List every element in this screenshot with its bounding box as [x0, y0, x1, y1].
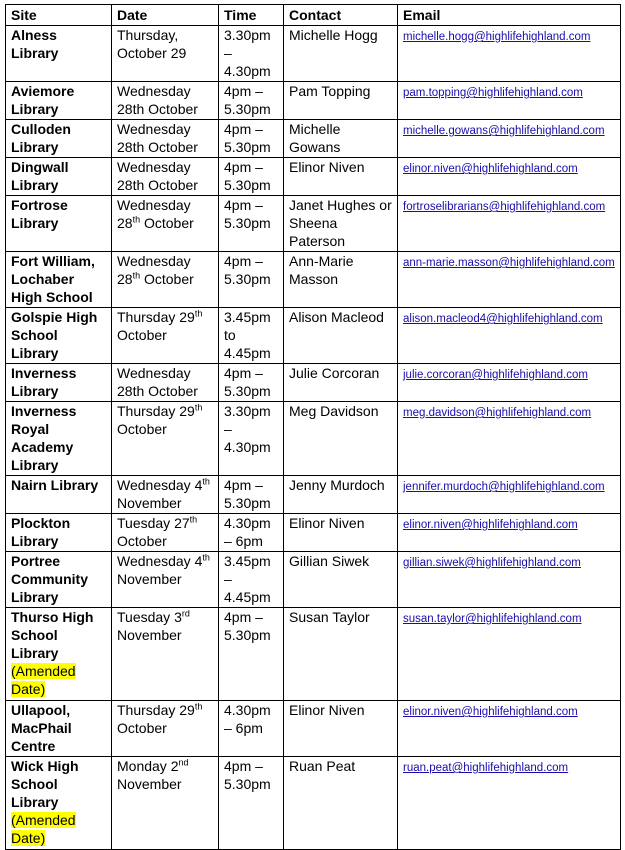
cell-contact: Ann-Marie Masson — [284, 252, 398, 308]
email-link[interactable]: meg.davidson@highlifehighland.com — [403, 407, 592, 419]
site-name: Thurso High School Library — [11, 609, 94, 661]
date-month: November — [117, 495, 182, 511]
site-name: Alness Library — [11, 27, 59, 61]
table-row — [6, 82, 621, 120]
date-ordinal-suffix: th — [132, 214, 141, 225]
table-row — [6, 364, 621, 402]
cell-contact: Elinor Niven — [284, 701, 398, 757]
date-ordinal-suffix: th — [194, 701, 203, 712]
cell-contact: Julie Corcoran — [284, 364, 398, 402]
cell-time: 3.30pm – 4.30pm — [219, 402, 284, 476]
date-text: Wednesday 28 — [117, 197, 191, 231]
cell-date — [112, 608, 219, 701]
cell-site — [6, 252, 112, 308]
cell-email — [398, 252, 621, 308]
date-text: Wednesday 28th October — [117, 159, 198, 193]
table-row — [6, 402, 621, 476]
cell-email — [398, 158, 621, 196]
date-month: October — [140, 215, 194, 231]
cell-email — [398, 552, 621, 608]
cell-date — [112, 514, 219, 552]
cell-contact: Gillian Siwek — [284, 552, 398, 608]
site-name: Inverness Library — [11, 365, 77, 399]
amended-date-note: (Amended Date) — [11, 812, 76, 846]
date-ordinal-suffix: th — [194, 402, 203, 413]
cell-contact: Elinor Niven — [284, 514, 398, 552]
cell-contact: Ruan Peat — [284, 757, 398, 850]
header-contact: Contact — [284, 5, 398, 26]
cell-date — [112, 701, 219, 757]
date-text: Wednesday 4 — [117, 477, 203, 493]
table-row — [6, 120, 621, 158]
cell-site — [6, 608, 112, 701]
email-link[interactable]: ruan.peat@highlifehighland.com — [403, 762, 569, 774]
cell-site — [6, 26, 112, 82]
site-name: Fortrose Library — [11, 197, 68, 231]
cell-contact: Pam Topping — [284, 82, 398, 120]
date-text: Monday 2 — [117, 758, 179, 774]
cell-site — [6, 552, 112, 608]
table-row — [6, 757, 621, 850]
cell-contact: Susan Taylor — [284, 608, 398, 701]
table-row — [6, 552, 621, 608]
table-row — [6, 308, 621, 364]
email-link[interactable]: elinor.niven@highlifehighland.com — [403, 519, 578, 531]
cell-email — [398, 402, 621, 476]
site-name: Portree Community Library — [11, 553, 88, 605]
email-link[interactable]: elinor.niven@highlifehighland.com — [403, 163, 578, 175]
cell-time: 4pm – 5.30pm — [219, 252, 284, 308]
cell-time: 4pm – 5.30pm — [219, 120, 284, 158]
header-email: Email — [398, 5, 621, 26]
site-name: Golspie High School Library — [11, 309, 98, 361]
cell-contact: Michelle Gowans — [284, 120, 398, 158]
cell-time: 4.30pm – 6pm — [219, 701, 284, 757]
cell-time: 4pm – 5.30pm — [219, 82, 284, 120]
date-text: Tuesday 3 — [117, 609, 182, 625]
email-link[interactable]: gillian.siwek@highlifehighland.com — [403, 557, 581, 569]
cell-site — [6, 514, 112, 552]
cell-time: 4pm – 5.30pm — [219, 196, 284, 252]
cell-site — [6, 196, 112, 252]
date-ordinal-suffix: th — [202, 476, 210, 487]
table-row — [6, 26, 621, 82]
cell-contact: Meg Davidson — [284, 402, 398, 476]
table-row — [6, 158, 621, 196]
cell-time: 3.45pm to 4.45pm — [219, 308, 284, 364]
cell-time: 4pm – 5.30pm — [219, 158, 284, 196]
cell-email — [398, 514, 621, 552]
cell-date — [112, 120, 219, 158]
cell-contact: Alison Macleod — [284, 308, 398, 364]
date-month: October — [117, 327, 167, 343]
date-month: October — [117, 533, 167, 549]
cell-time: 4.30pm – 6pm — [219, 514, 284, 552]
cell-contact: Jenny Murdoch — [284, 476, 398, 514]
cell-time: 4pm – 5.30pm — [219, 476, 284, 514]
table-row — [6, 252, 621, 308]
cell-email — [398, 82, 621, 120]
site-name: Dingwall Library — [11, 159, 69, 193]
site-name: Aviemore Library — [11, 83, 75, 117]
cell-site — [6, 476, 112, 514]
date-text: Tuesday 27 — [117, 515, 190, 531]
email-link[interactable]: michelle.hogg@highlifehighland.com — [403, 31, 591, 43]
cell-site — [6, 364, 112, 402]
email-link[interactable]: fortroselibrarians@highlifehighland.com — [403, 201, 606, 213]
cell-email — [398, 120, 621, 158]
cell-site — [6, 308, 112, 364]
cell-time: 4pm – 5.30pm — [219, 757, 284, 850]
cell-email — [398, 701, 621, 757]
cell-email — [398, 364, 621, 402]
table-body — [6, 26, 621, 850]
site-name: Wick High School Library — [11, 758, 79, 810]
cell-date — [112, 476, 219, 514]
date-ordinal-suffix: nd — [178, 757, 189, 768]
email-link[interactable]: alison.macleod4@highlifehighland.com — [403, 313, 603, 325]
cell-date — [112, 402, 219, 476]
date-ordinal-suffix: th — [132, 270, 141, 281]
cell-date — [112, 26, 219, 82]
table-row — [6, 701, 621, 757]
cell-site — [6, 120, 112, 158]
cell-contact: Janet Hughes or Sheena Paterson — [284, 196, 398, 252]
cell-site — [6, 701, 112, 757]
date-ordinal-suffix: rd — [181, 608, 190, 619]
date-text: Thursday 29 — [117, 403, 195, 419]
header-site: Site — [6, 5, 112, 26]
cell-time: 3.45pm – 4.45pm — [219, 552, 284, 608]
cell-site — [6, 402, 112, 476]
date-text: Thursday 29 — [117, 309, 195, 325]
email-link[interactable]: elinor.niven@highlifehighland.com — [403, 706, 578, 718]
date-ordinal-suffix: th — [189, 514, 198, 525]
site-name: Inverness Royal Academy Library — [11, 403, 77, 473]
cell-date — [112, 308, 219, 364]
email-link[interactable]: michelle.gowans@highlifehighland.com — [403, 125, 605, 137]
email-link[interactable]: pam.topping@highlifehighland.com — [403, 87, 583, 99]
cell-contact: Elinor Niven — [284, 158, 398, 196]
email-link[interactable]: ann-marie.masson@highlifehighland.com — [403, 257, 615, 269]
library-schedule-table — [5, 4, 621, 850]
table-row — [6, 476, 621, 514]
cell-date — [112, 158, 219, 196]
cell-site — [6, 158, 112, 196]
date-month: November — [117, 571, 182, 587]
site-name: Nairn Library — [11, 477, 99, 493]
date-month: October — [140, 271, 194, 287]
header-row — [6, 5, 621, 26]
date-month: November — [117, 776, 182, 792]
date-text: Thursday 29 — [117, 702, 195, 718]
date-text: Wednesday 4 — [117, 553, 203, 569]
cell-date — [112, 82, 219, 120]
cell-time: 4pm – 5.30pm — [219, 608, 284, 701]
date-ordinal-suffix: th — [202, 552, 210, 563]
table-row — [6, 608, 621, 701]
cell-email — [398, 308, 621, 364]
date-text: Wednesday 28th October — [117, 365, 198, 399]
cell-site — [6, 82, 112, 120]
cell-time: 4pm – 5.30pm — [219, 364, 284, 402]
date-text: Wednesday 28 — [117, 253, 191, 287]
date-month: October — [117, 720, 167, 736]
date-month: November — [117, 627, 182, 643]
date-ordinal-suffix: th — [194, 308, 203, 319]
email-link[interactable]: julie.corcoran@highlifehighland.com — [403, 369, 588, 381]
cell-email — [398, 476, 621, 514]
table-row — [6, 196, 621, 252]
cell-date — [112, 196, 219, 252]
email-link[interactable]: susan.taylor@highlifehighland.com — [403, 613, 582, 625]
date-text: Wednesday 28th October — [117, 83, 198, 117]
header-date: Date — [112, 5, 219, 26]
date-month: October — [117, 421, 167, 437]
header-time: Time — [219, 5, 284, 26]
site-name: Fort William, Lochaber High School — [11, 253, 95, 305]
cell-site — [6, 757, 112, 850]
cell-date — [112, 757, 219, 850]
cell-date — [112, 364, 219, 402]
cell-email — [398, 26, 621, 82]
cell-date — [112, 552, 219, 608]
cell-date — [112, 252, 219, 308]
site-name: Ullapool, MacPhail Centre — [11, 702, 72, 754]
cell-email — [398, 608, 621, 701]
site-name: Culloden Library — [11, 121, 71, 155]
date-text: Wednesday 28th October — [117, 121, 198, 155]
site-name: Plockton Library — [11, 515, 71, 549]
cell-email — [398, 757, 621, 850]
date-text: Thursday, October 29 — [117, 27, 187, 61]
cell-contact: Michelle Hogg — [284, 26, 398, 82]
email-link[interactable]: jennifer.murdoch@highlifehighland.com — [403, 481, 605, 493]
table-row — [6, 514, 621, 552]
cell-email — [398, 196, 621, 252]
cell-time: 3.30pm – 4.30pm — [219, 26, 284, 82]
amended-date-note: (Amended Date) — [11, 663, 76, 697]
